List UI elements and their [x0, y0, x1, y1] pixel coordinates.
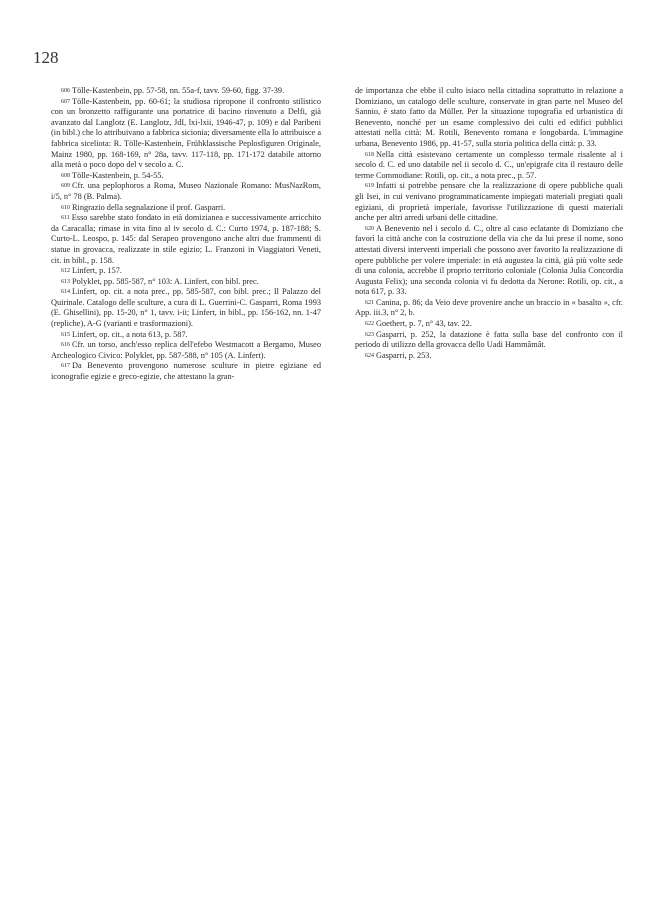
footnote: [355, 351, 623, 362]
footnote-number: 614: [61, 289, 70, 296]
footnote: [51, 213, 321, 266]
footnote-continuation: [355, 86, 623, 150]
footnote: [355, 298, 623, 319]
footnote-number: 615: [61, 331, 70, 338]
footnote: [355, 181, 623, 223]
footnote-number: 608: [61, 172, 70, 179]
footnote-text: Cfr. una peplophoros a Roma, Museo Nazionale Romano: MusNazRom, i/5, n° 78 (B. Palma).: [51, 181, 321, 201]
footnote-text: Tölle-Kastenbein, pp. 60-61; la studiosa ripropone il confronto stilistico con un bronzetto raffigurante una portatrice di bacino rinvenuto a Delfi, già avanzato dal Langlotz (E. Langlotz, JdI, lxi-lxii, 1946-47, p. 109) e dal Paribeni (in bibl.) che lo attribuivano a fabbrica sicionia; diversamente ella lo attribuisce a fabbrica siceliota: R. Tölle-Kastenbein, Frühklassische Peplosfiguren Originale, Mainz 1980, pp. 168-169, n° 28a, tavv. 117-118, pp. 171-172 databile attorno alla metà o poco dopo del v secolo a. C.: [51, 96, 321, 170]
footnote-number: 619: [365, 183, 374, 190]
footnote: [355, 319, 623, 330]
footnote: [51, 287, 321, 329]
footnote: [51, 97, 321, 171]
footnote-number: 620: [365, 225, 374, 232]
footnote: [51, 266, 321, 277]
footnote: [51, 330, 321, 341]
footnote: [51, 277, 321, 288]
footnote-number: 606: [61, 88, 70, 94]
footnote-text: Tölle-Kastenbein, pp. 57-58, nn. 55a-f, tavv. 59-60, figg. 37-39.: [72, 86, 285, 95]
footnote-number: 611: [61, 215, 70, 222]
footnote-number: 613: [61, 278, 70, 285]
footnote-number: 610: [61, 204, 70, 211]
footnote: [51, 171, 321, 182]
footnote-text: Canina, p. 86; da Veio deve provenire anche un braccio in « basalto », cfr. App. iii.3, n° 2, b.: [355, 297, 623, 318]
footnote: [355, 150, 623, 182]
footnote-text: Linfert, op. cit., a nota 613, p. 587.: [72, 329, 188, 339]
footnote: [51, 340, 321, 361]
footnote-number: 622: [365, 321, 374, 328]
footnote-text: Nella città esistevano certamente un complesso termale risalente al i secolo d. C. ed uno databile nel ii secolo d. C., un'epigrafe cita il restauro delle terme Commodiane: Rotili, op. cit., a nota prec., p. 57.: [355, 149, 623, 180]
footnote-text: Gasparri, p. 253.: [376, 350, 432, 360]
footnote-text: A Benevento nel i secolo d. C., oltre al caso eclatante di Domiziano che favorì la città anche con la costruzione della via che da lui prese il nome, sono attestati diversi interventi imperiali che possono aver favorito la realizzazione di opere pubbliche per volere imperiale: in età augustea la città, già più volte sede di una colonia, accrebbe il proprio territorio coloniale (Colonia Julia Concordia Augusta Felix); una seconda colonia vi fu dedotta da Nerone: Rotili, op. cit., a nota 617, p. 33.: [355, 223, 623, 297]
footnote-number: 618: [365, 151, 374, 158]
footnote-number: 607: [61, 98, 70, 105]
footnote: [51, 361, 321, 382]
footnote: [51, 203, 321, 214]
footnote-number: 621: [365, 299, 374, 306]
footnote-text: Linfert, op. cit. a nota prec., pp. 585-587, con bibl. prec.; Il Palazzo del Quirinale. Catalogo delle sculture, a cura di L. Guerrini-C. Gasparri, Roma 1993 (E. Ghisellini), pp. 15-20, n° 1, tavv. i-ii; Linfert, in bibl., pp. 156-162, nn. 1-47 (repliche), A-G (varianti e trasformazioni).: [51, 287, 321, 329]
footnote-text: Gasparri, p. 252, la datazione è fatta sulla base del confronto con il periodo di utilizzo della grovacca dello Uadi Hammâmât.: [355, 329, 623, 350]
footnote-text: Da Benevento provengono numerose sculture in pietre egiziane ed iconografie egizie e greco-egizie, che attestano la gran-: [51, 361, 321, 382]
footnote-text: Esso sarebbe stato fondato in età domizianea e successivamente arricchito da Caracalla; rimase in vita fino al iv secolo d. C.: Curto 1974, p. 187-188; S. Curto-L. Leospo, p. 145: dal Serapeo provengono anche altri due frammenti di statue in grovacca, realizzate in stile egizio; L. Franzoni in Viaggiatori Veneti, cit. in bibl., p. 158.: [51, 213, 321, 265]
footnote-number: 617: [61, 363, 70, 370]
footnote-number: 624: [365, 352, 374, 359]
footnote: [355, 330, 623, 351]
footnote: [51, 181, 321, 202]
footnote: [51, 86, 321, 97]
footnote-text: Infatti si potrebbe pensare che la realizzazione di opere pubbliche quali gli Isei, in cui venivano programmaticamente impiegati materiali pregiati quali egiziani, di proprietà imperiale, favorisse l'utilizzazione di questi materiali anche per altri arredi urbani delle cittadine.: [355, 181, 623, 223]
footnote-number: 623: [365, 331, 374, 338]
footnote-text: de importanza che ebbe il culto isiaco nella cittadina soprattutto in relazione a Domiziano, un catalogo delle sculture, conservate in gran parte nel Museo del Sannio, è stato fatto da Müller. Per la situazione topografia ed urbanistica di Benevento, nonché per un esame complessivo dei culti ed edifici pubblici attestati nella città: M. Rotili, Benevento romana e longobarda. L'immagine urbana, Benevento 1986, pp. 41-57, sulla storia politica della città: p. 33.: [355, 86, 623, 148]
footnote-number: 612: [61, 268, 70, 275]
footnote-text: Polyklet, pp. 585-587, n° 103: A. Linfert, con bibl. prec.: [72, 276, 259, 286]
footnote: [355, 224, 623, 298]
footnote-text: Cfr. un torso, anch'esso replica dell'efebo Westmacott a Bergamo, Museo Archeologico Civico: Polyklet, pp. 587-588, n° 105 (A. Linfert).: [51, 340, 321, 360]
footnote-number: 609: [61, 183, 70, 190]
footnote-text: Goethert, p. 7, n° 43, tav. 22.: [376, 319, 472, 329]
footnote-text: Tölle-Kastenbein, p. 54-55.: [72, 170, 164, 180]
footnotes-left-column: [51, 86, 321, 383]
page-number: 128: [33, 48, 59, 67]
footnote-number: 616: [61, 342, 70, 349]
footnote-text: Linfert, p. 157.: [72, 266, 123, 276]
footnotes-right-column: [355, 86, 623, 361]
footnote-text: Ringrazio della segnalazione il prof. Gasparri.: [72, 202, 226, 212]
